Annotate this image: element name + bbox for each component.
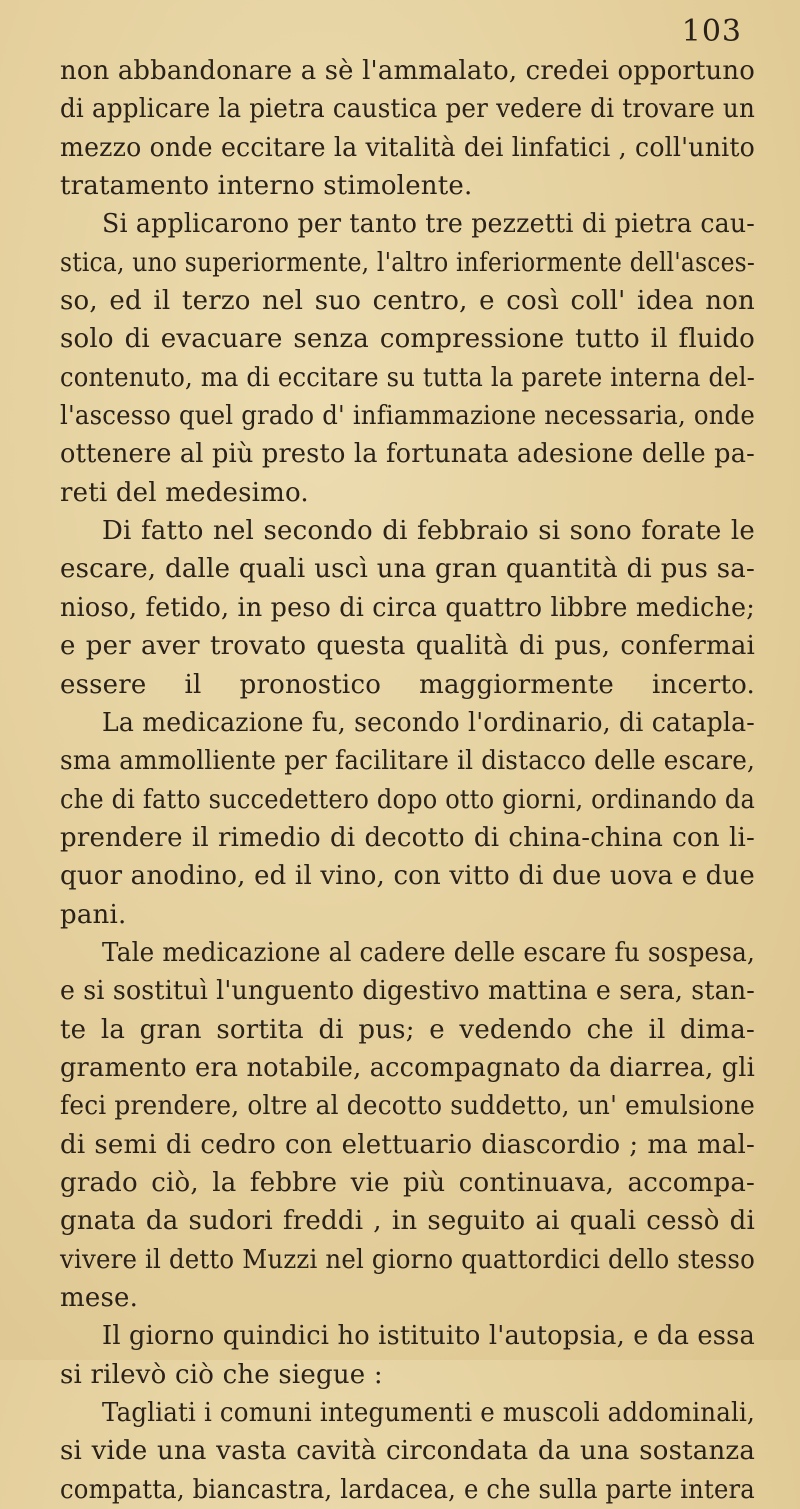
text-line: solo di evacuare senza compressione tutto il fluido — [60, 324, 756, 355]
text-line: stica, uno superiormente, l'altro inferiormente dell'asces- — [60, 247, 755, 278]
text-line: contenuto, ma di eccitare su tutta la parete interna del- — [60, 362, 756, 393]
text-line: te la gran sortita di pus; e vedendo che il dima- — [60, 1014, 755, 1045]
text-line: gramento era notabile, accompagnato da diarrea, gli — [60, 1052, 755, 1083]
text-line: so, ed il terzo nel suo centro, e così coll' idea non — [60, 286, 755, 317]
text-line: si rilevò ciò che siegue : — [60, 1359, 383, 1390]
text-line: Si applicarono per tanto tre pezzetti di pietra cau- — [102, 209, 756, 240]
text-line: essere il pronostico maggiormente incerto. — [60, 669, 755, 700]
text-line: Il giorno quindici ho istituito l'autopsia, e da essa — [102, 1321, 755, 1352]
text-line: mezzo onde eccitare la vitalità dei linfatici , coll'unito — [60, 132, 756, 163]
text-line: sma ammolliente per facilitare il distacco delle escare, — [60, 746, 756, 777]
text-line: quor anodino, ed il vino, con vitto di due uova e due — [60, 861, 756, 892]
text-line: non abbandonare a sè l'ammalato, credei opportuno — [60, 56, 755, 86]
text-line: mese. — [60, 1283, 139, 1313]
text-line: gnata da sudori freddi , in seguito ai quali cessò di — [60, 1206, 756, 1237]
text-line: nioso, fetido, in peso di circa quattro libbre mediche; — [60, 592, 756, 623]
text-line: Di fatto nel secondo di febbraio si sono forate le — [102, 516, 755, 547]
text-line: di applicare la pietra caustica per vedere di trovare un — [60, 94, 755, 125]
text-line: che di fatto succedettero dopo otto giorni, ordinando da — [60, 784, 756, 815]
text-line: tratamento interno stimolente. — [60, 171, 473, 202]
text-line: vivere il detto Muzzi nel giorno quattordici dello stesso — [60, 1244, 755, 1275]
text-line: pani. — [60, 899, 127, 930]
text-line: grado ciò, la febbre vie più continuava, accompa- — [60, 1167, 756, 1198]
text-line: prendere il rimedio di decotto di china-china con li- — [60, 822, 756, 853]
text-line: di semi di cedro con elettuario diascordio ; ma mal- — [60, 1129, 756, 1160]
text-line: e si sostituì l'unguento digestivo mattina e sera, stan- — [60, 976, 755, 1007]
text-line: l'ascesso quel grado d' infiammazione necessaria, onde — [60, 401, 756, 432]
page-number: 103 — [681, 14, 742, 49]
text-line: feci prendere, oltre al decotto suddetto, un' emulsione — [60, 1091, 755, 1122]
text-line: si vide una vasta cavità circondata da una sostanza — [60, 1436, 756, 1467]
text-line: escare, dalle quali uscì una gran quantità di pus sa- — [60, 554, 755, 585]
text-line: reti del medesimo. — [60, 477, 309, 508]
text-line: Tale medicazione al cadere delle escare fu sospesa, — [102, 937, 755, 968]
body-text — [60, 52, 755, 1509]
text-line: ottenere al più presto la fortunata adesione delle pa- — [60, 439, 756, 470]
text-line: e per aver trovato questa qualità di pus, confermai — [60, 631, 756, 662]
text-line: compatta, biancastra, lardacea, e che sulla parte intera — [60, 1474, 755, 1505]
text-line: La medicazione fu, secondo l'ordinario, di catapla- — [102, 707, 755, 738]
text-line: Tagliati i comuni integumenti e muscoli addominali, — [102, 1398, 755, 1429]
